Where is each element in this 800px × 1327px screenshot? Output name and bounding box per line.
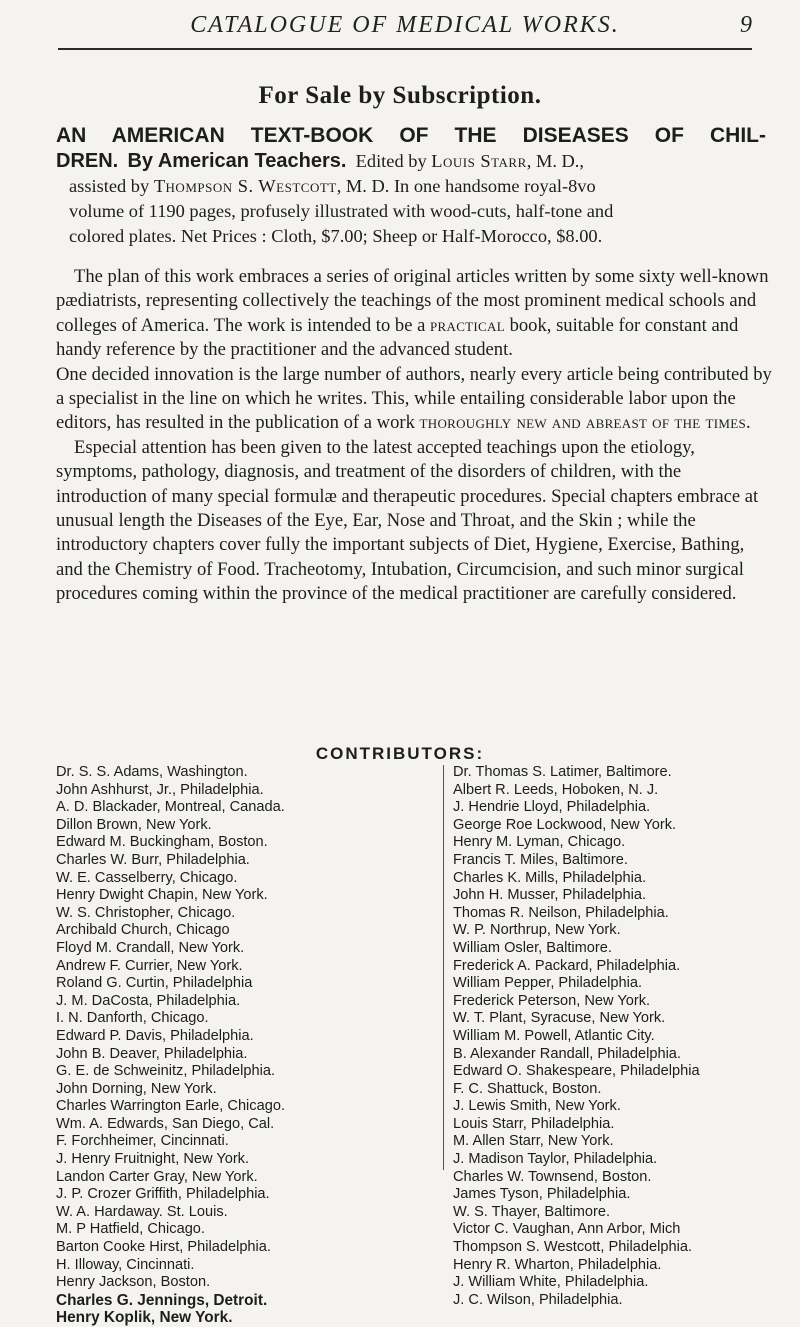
running-head [58,6,752,48]
contributor-entry: Albert R. Leeds, Hoboken, N. J. [453,781,659,798]
contributor-entry: H. Illoway, Cincinnati. [56,1256,195,1273]
contributor-entry: William Osler, Baltimore. [453,939,612,956]
contributor-entry: John B. Deaver, Philadelphia. [56,1045,248,1062]
contributor-entry: John H. Musser, Philadelphia. [453,887,647,904]
contributor-entry: Archibald Church, Chicago [56,922,230,939]
book-details-line-3: volume of 1190 pages, profusely illustrated with wood-cuts, half-tone and [69,201,614,221]
contributor-entry: Victor C. Vaughan, Ann Arbor, Mich [453,1221,681,1238]
header-rule [58,48,752,50]
contributor-entry: Louis Starr, Philadelphia. [453,1115,615,1132]
contributor-entry: Charles W. Townsend, Boston. [453,1168,652,1185]
contributor-entry: John Ashhurst, Jr., Philadelphia. [56,781,264,798]
contributor-entry: William Pepper, Philadelphia. [453,975,643,992]
contributor-entry: Edward M. Buckingham, Boston. [56,834,268,851]
practical-word: practical [430,314,505,336]
paragraph-innovation-text-b: . [745,412,751,434]
contributor-entry: W. S. Christopher, Chicago. [56,904,236,921]
contributor-entry: M. Allen Starr, New York. [453,1133,614,1150]
running-title: CATALOGUE OF MEDICAL WORKS. [190,12,620,38]
contributor-entry: W. A. Hardaway. St. Louis. [56,1203,228,1220]
contributor-entry: J. Madison Taylor, Philadelphia. [453,1151,658,1168]
contributor-entry: Henry R. Wharton, Philadelphia. [453,1256,662,1273]
paragraph-attention [56,436,772,607]
contributor-entry: J. Henry Fruitnight, New York. [56,1151,250,1168]
paragraph-attention-text: Especial attention has been given to the latest accepted teachings upon the etiology, symptoms, pathology, diagnosis, and treatment of the disorders of children, with the introduction of many special formulæ and therapeutic procedures. Special chapters embrace at unusual length the Diseases of the Eye, Ear, Nose and Throat, and the Skin ; while the introductory chapters cover fully the important subjects of Diet, Hygiene, Exercise, Bathing, and the Chemistry of Food. Tracheotomy, Intubation, Circumcision, and such minor surgical procedures coming within the province of the medical practitioner are carefully considered. [56,436,759,605]
contributor-entry: Barton Cooke Hirst, Philadelphia. [56,1239,271,1256]
book-details-line-1 [56,149,706,174]
book-details-line-4: colored plates. Net Prices : Cloth, $7.00; Sheep or Half-Morocco, $8.00. [69,226,603,246]
contributor-entry: A. D. Blackader, Montreal, Canada. [56,799,285,816]
contributor-entry: James Tyson, Philadelphia. [453,1186,631,1203]
paragraph-innovation [56,363,772,436]
contributor-entry: Landon Carter Gray, New York. [56,1168,258,1185]
contributor-entry: I. N. Danforth, Chicago. [56,1010,209,1027]
contributors-right-column [453,764,783,1309]
contributor-entry: J. M. DaCosta, Philadelphia. [56,992,241,1009]
contributor-entry: J. Hendrie Lloyd, Philadelphia. [453,799,651,816]
contributor-entry: Henry Koplik, New York. [56,1309,233,1327]
book-by: By American Teachers. [127,150,347,172]
contributor-entry: J. William White, Philadelphia. [453,1274,649,1291]
contributor-entry: Roland G. Curtin, Philadelphia [56,975,253,992]
contributor-entry: Thomas R. Neilson, Philadelphia. [453,904,669,921]
contributor-entry: J. Lewis Smith, New York. [453,1098,621,1115]
contributor-entry: John Dorning, New York. [56,1080,217,1097]
contributors-heading: CONTRIBUTORS: [315,744,485,763]
description-body [56,265,772,607]
contributor-entry: M. P Hatfield, Chicago. [56,1221,205,1238]
editor-degree: , M. D., [526,151,585,171]
paragraph-plan [56,265,772,363]
contributor-entry: Charles K. Mills, Philadelphia. [453,869,647,886]
editor-name: Louis Starr [431,151,527,171]
contributor-entry: W. P. Northrup, New York. [453,922,621,939]
paragraph-plan-text-b: book, suitable for constant and handy reference by the practitioner and the advanced student. [56,314,739,361]
contributor-entry: Thompson S. Westcott, Philadelphia. [453,1239,693,1256]
page-number: 9 [740,12,752,38]
contributor-entry: Charles W. Burr, Philadelphia. [56,851,250,868]
book-title: AN AMERICAN TEXT-BOOK OF THE DISEASES OF CHIL- [56,124,766,147]
contributor-entry: Dr. Thomas S. Latimer, Baltimore. [453,764,672,780]
contributor-entry: William M. Powell, Atlantic City. [453,1027,655,1044]
paragraph-plan-text-a: The plan of this work embraces a series of original articles written by some sixty well-known pædiatrists, representing collectively the teachings of the most prominent medical schools and colleges of America. The work is intended to be a [56,266,769,336]
contributor-entry: Frederick A. Packard, Philadelphia. [453,957,681,974]
contributor-entry: J. C. Wilson, Philadelphia. [453,1291,623,1308]
contributor-entry: Henry Jackson, Boston. [56,1274,211,1291]
contributor-entry: Andrew F. Currier, New York. [56,957,243,974]
contributor-entry: Charles G. Jennings, Detroit. [56,1291,268,1309]
section-title: For Sale by Subscription. [258,82,542,109]
contributor-entry: Edward P. Davis, Philadelphia. [56,1027,254,1044]
contributor-entry: Henry M. Lyman, Chicago. [453,834,626,851]
contributor-entry: Edward O. Shakespeare, Philadelphia [453,1063,700,1080]
assistant-rest: , M. D. In one handsome royal-8vo [336,176,596,196]
contributor-entry: W. T. Plant, Syracuse, New York. [453,1010,666,1027]
contributor-entry: George Roe Lockwood, New York. [453,816,677,833]
contributor-entry: Dillon Brown, New York. [56,816,212,833]
contributor-entry: F. C. Shattuck, Boston. [453,1080,602,1097]
column-divider [443,765,444,1170]
contributor-entry: Frederick Peterson, New York. [453,992,651,1009]
contributor-entry: Henry Dwight Chapin, New York. [56,887,268,904]
contributor-entry: Wm. A. Edwards, San Diego, Cal. [56,1115,275,1132]
contributor-entry: Francis T. Miles, Baltimore. [453,851,628,868]
paragraph-innovation-text-a: One decided innovation is the large number of authors, nearly every article being contributed by a specialist in the line on which he writes. This, while entailing considerable labor upon the editors, has resulted in the publication of a work [56,363,772,434]
contributor-entry: J. P. Crozer Griffith, Philadelphia. [56,1186,270,1203]
contributor-entry: G. E. de Schweinitz, Philadelphia. [56,1063,276,1080]
contributor-entry: W. S. Thayer, Baltimore. [453,1203,611,1220]
contributor-entry: Dr. S. S. Adams, Washington. [56,764,248,780]
contributor-entry: F. Forchheimer, Cincinnati. [56,1133,229,1150]
contributors-left-column [56,764,436,1327]
contributor-entry: B. Alexander Randall, Philadelphia. [453,1045,681,1062]
contributor-entry: Charles Warrington Earle, Chicago. [56,1098,286,1115]
assisted-by-label: assisted by [69,176,150,196]
contributor-entry: Floyd M. Crandall, New York. [56,939,245,956]
book-details-line-2 [56,174,706,199]
book-details [56,149,706,249]
book-title-end: DREN. [56,150,119,172]
assistant-name: Thompson S. Westcott [153,176,337,196]
edited-by-label: Edited by [355,151,427,171]
thoroughly-new-phrase: thoroughly new and abreast of the times [419,412,746,434]
contributor-entry: W. E. Casselberry, Chicago. [56,869,238,886]
